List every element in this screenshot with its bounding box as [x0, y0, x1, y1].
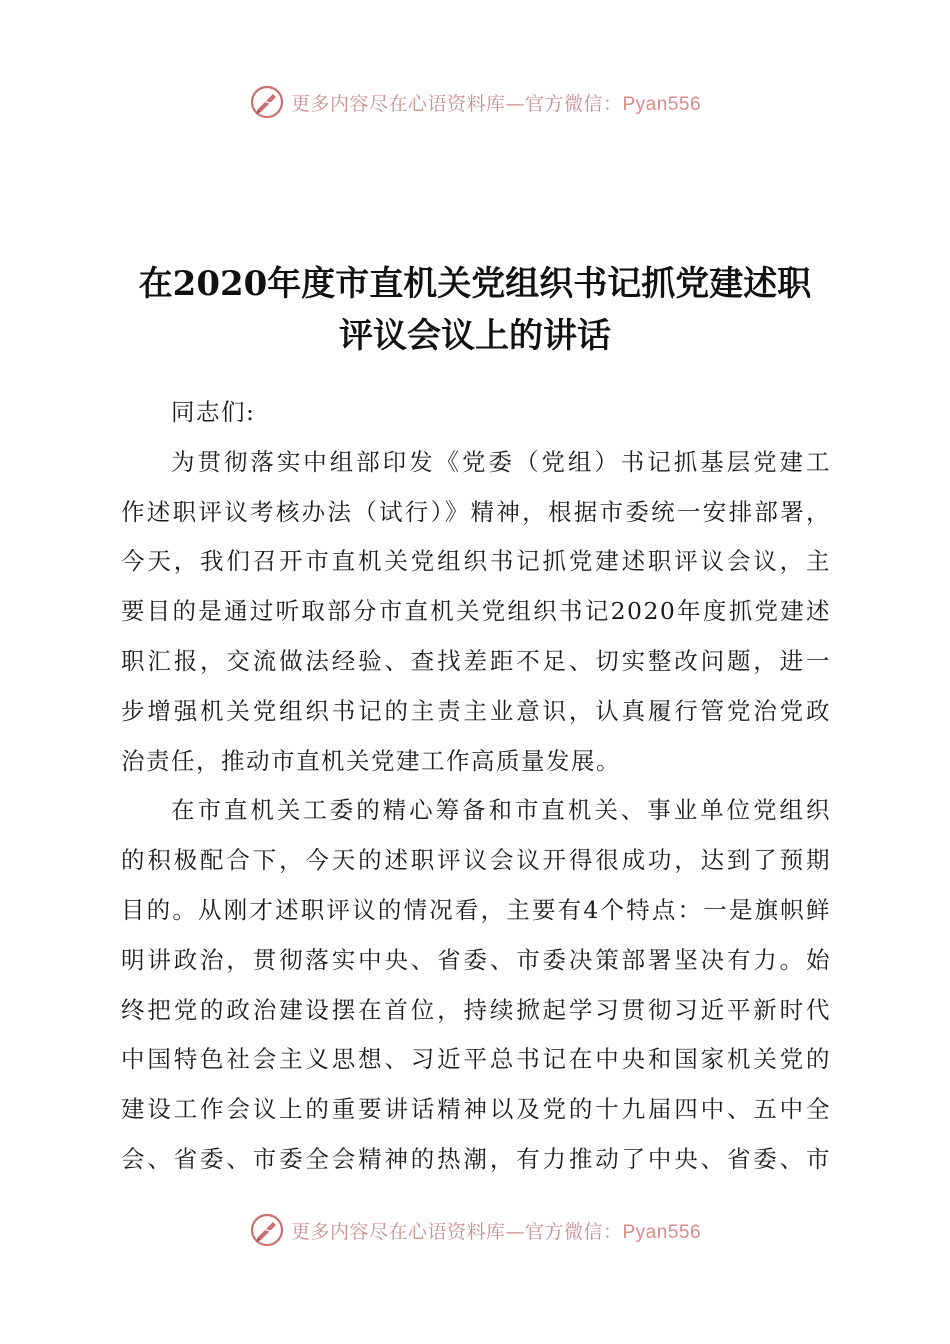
watermark-text: 更多内容尽在心语资料库—官方微信：Pyan556 [290, 92, 702, 115]
watermark-wechat-id: Pyan556 [622, 93, 702, 115]
paragraph-2-line: 终把党的政治建设摆在首位，持续掀起学习贯彻习近平新时代 [121, 995, 831, 1024]
paragraph-1-line: 治责任，推动市直机关党建工作高质量发展。 [121, 746, 621, 775]
paragraph-2-line: 在市直机关工委的精心筹备和市直机关、事业单位党组织 [171, 796, 831, 825]
watermark-header [0, 82, 950, 122]
document-title [90, 258, 860, 362]
salutation: 同志们: [171, 398, 256, 426]
watermark-text: 更多内容尽在心语资料库—官方微信：Pyan556 [290, 1220, 702, 1243]
paragraph-2-line: 明讲政治，贯彻落实中央、省委、市委决策部署坚决有力。始 [121, 945, 831, 974]
paragraph-2-line: 建设工作会议上的重要讲话精神以及党的十九届四中、五中全 [121, 1095, 831, 1124]
paragraph-2-line: 的积极配合下，今天的述职评议会议开得很成功，达到了预期 [121, 846, 831, 875]
title-line-1: 在2020年度市直机关党组织书记抓党建述职 [138, 264, 812, 304]
paragraph-2-line: 会、省委、市委全会精神的热潮，有力推动了中央、省委、市 [121, 1144, 831, 1173]
document-body [121, 388, 831, 1185]
paragraph-1-line: 职汇报，交流做法经验、查找差距不足、切实整改问题，进一 [121, 646, 831, 675]
paragraph-1-line: 今天，我们召开市直机关党组织书记抓党建述职评议会议，主 [121, 547, 831, 576]
watermark-footer [0, 1210, 950, 1250]
title-line-2: 评议会议上的讲话 [339, 316, 611, 356]
pen-logo-icon [249, 1212, 285, 1248]
paragraph-1-line: 要目的是通过听取部分市直机关党组织书记2020年度抓党建述 [121, 597, 831, 626]
pen-logo-icon [249, 84, 285, 120]
paragraph-1-line: 作述职评议考核办法（试行）》精神，根据市委统一安排部署， [121, 497, 831, 526]
watermark-wechat-id: Pyan556 [622, 1221, 702, 1243]
paragraph-1-line: 为贯彻落实中组部印发《党委（党组）书记抓基层党建工 [171, 447, 831, 476]
paragraph-1-line: 步增强机关党组织书记的主责主业意识，认真履行管党治党政 [121, 696, 831, 725]
paragraph-2-line: 目的。从刚才述职评议的情况看，主要有4个特点：一是旗帜鲜 [121, 895, 831, 924]
paragraph-2-line: 中国特色社会主义思想、习近平总书记在中央和国家机关党的 [121, 1045, 831, 1074]
